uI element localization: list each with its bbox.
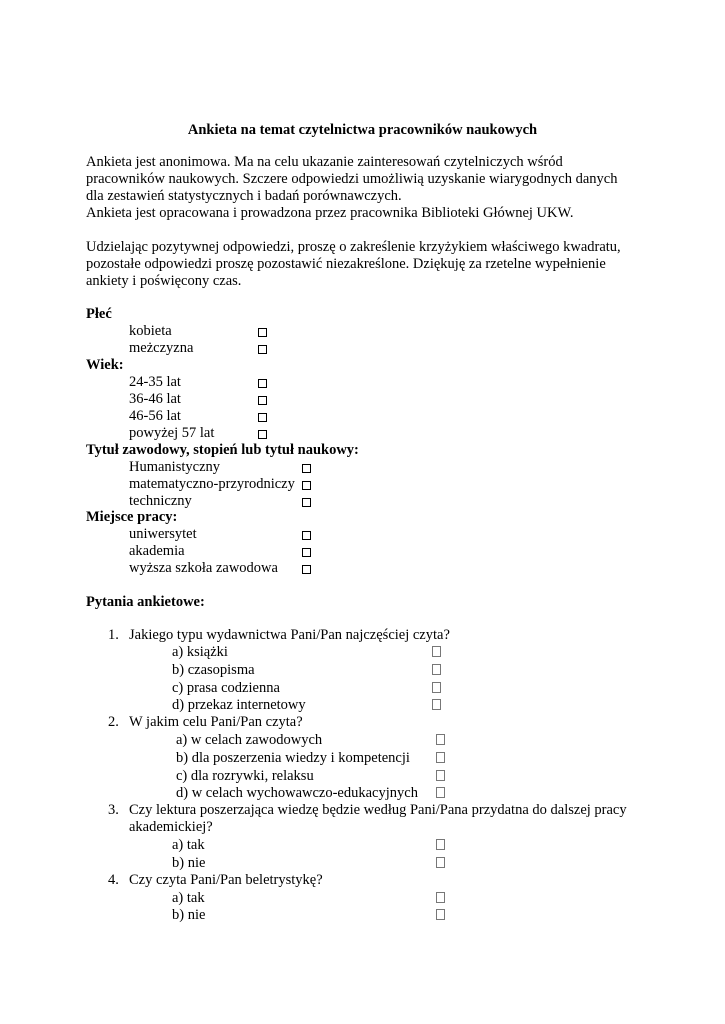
- age-option-2: 36-46 lat: [129, 391, 181, 407]
- question-4-number: 4.: [108, 872, 119, 888]
- age-3-checkbox[interactable]: [258, 413, 267, 422]
- question-2-text: W jakim celu Pani/Pan czyta?: [129, 714, 303, 730]
- gender-option-female: kobieta: [129, 323, 172, 339]
- q1-option-b-checkbox[interactable]: [432, 664, 441, 675]
- degree-option-2: matematyczno-przyrodniczy: [129, 476, 295, 492]
- intro-line-2: pracowników naukowych. Szczere odpowiedzi umożliwią uzyskanie wiarygodnych danych: [86, 171, 618, 187]
- q2-option-c: c) dla rozrywki, relaksu: [176, 768, 314, 784]
- q1-option-c-checkbox[interactable]: [432, 682, 441, 693]
- question-1-text: Jakiego typu wydawnictwa Pani/Pan najczęściej czyta?: [129, 627, 450, 643]
- q4-option-a-checkbox[interactable]: [436, 892, 445, 903]
- q3-option-a-checkbox[interactable]: [436, 839, 445, 850]
- page-title: Ankieta na temat czytelnictwa pracowników naukowych: [187, 122, 538, 138]
- workplace-2-checkbox[interactable]: [302, 548, 311, 557]
- q1-option-a-checkbox[interactable]: [432, 646, 441, 657]
- question-1-number: 1.: [108, 627, 119, 643]
- question-3-text-cont: akademickiej?: [129, 819, 213, 835]
- age-option-4: powyżej 57 lat: [129, 425, 215, 441]
- degree-1-checkbox[interactable]: [302, 464, 311, 473]
- q2-option-a-checkbox[interactable]: [436, 734, 445, 745]
- q1-option-b: b) czasopisma: [172, 662, 255, 678]
- age-option-1: 24-35 lat: [129, 374, 181, 390]
- age-1-checkbox[interactable]: [258, 379, 267, 388]
- age-option-3: 46-56 lat: [129, 408, 181, 424]
- q1-option-a: a) książki: [172, 644, 228, 660]
- q4-option-b-checkbox[interactable]: [436, 909, 445, 920]
- intro-line-4: Ankieta jest opracowana i prowadzona przez pracownika Biblioteki Głównej UKW.: [86, 205, 574, 221]
- q4-option-b: b) nie: [172, 907, 206, 923]
- intro-line-1: Ankieta jest anonimowa. Ma na celu ukazanie zainteresowań czytelniczych wśród: [86, 154, 563, 170]
- gender-male-checkbox[interactable]: [258, 345, 267, 354]
- question-3-text: Czy lektura poszerzająca wiedzę będzie według Pani/Pana przydatna do dalszej pracy: [129, 802, 627, 818]
- workplace-option-2: akademia: [129, 543, 185, 559]
- workplace-3-checkbox[interactable]: [302, 565, 311, 574]
- q4-option-a: a) tak: [172, 890, 205, 906]
- q1-option-d-checkbox[interactable]: [432, 699, 441, 710]
- gender-option-male: meżczyzna: [129, 340, 194, 356]
- questions-heading: Pytania ankietowe:: [86, 594, 205, 610]
- question-4-text: Czy czyta Pani/Pan beletrystykę?: [129, 872, 323, 888]
- degree-option-3: techniczny: [129, 493, 192, 509]
- q3-option-b: b) nie: [172, 855, 206, 871]
- degree-3-checkbox[interactable]: [302, 498, 311, 507]
- q2-option-b-checkbox[interactable]: [436, 752, 445, 763]
- q1-option-d: d) przekaz internetowy: [172, 697, 306, 713]
- q2-option-c-checkbox[interactable]: [436, 770, 445, 781]
- degree-2-checkbox[interactable]: [302, 481, 311, 490]
- degree-label: Tytuł zawodowy, stopień lub tytuł naukowy:: [86, 442, 359, 458]
- instructions-line-2: pozostałe odpowiedzi proszę pozostawić niezakreślone. Dziękuję za rzetelne wypełnienie: [86, 256, 606, 272]
- instructions-line-3: ankiety i poświęcony czas.: [86, 273, 242, 289]
- intro-line-3: dla zestawień statystycznych i badań porównawczych.: [86, 188, 402, 204]
- workplace-label: Miejsce pracy:: [86, 509, 178, 525]
- q3-option-a: a) tak: [172, 837, 205, 853]
- question-2-number: 2.: [108, 714, 119, 730]
- age-2-checkbox[interactable]: [258, 396, 267, 405]
- age-label: Wiek:: [86, 357, 124, 373]
- instructions-line-1: Udzielając pozytywnej odpowiedzi, proszę o zakreślenie krzyżykiem właściwego kwadratu,: [86, 239, 621, 255]
- age-4-checkbox[interactable]: [258, 430, 267, 439]
- q2-option-a: a) w celach zawodowych: [176, 732, 323, 748]
- workplace-1-checkbox[interactable]: [302, 531, 311, 540]
- workplace-option-3: wyższa szkoła zawodowa: [129, 560, 278, 576]
- q1-option-c: c) prasa codzienna: [172, 680, 280, 696]
- degree-option-1: Humanistyczny: [129, 459, 221, 475]
- gender-label: Płeć: [86, 306, 112, 322]
- gender-female-checkbox[interactable]: [258, 328, 267, 337]
- q2-option-d: d) w celach wychowawczo-edukacyjnych: [176, 785, 418, 801]
- q2-option-b: b) dla poszerzenia wiedzy i kompetencji: [176, 750, 410, 766]
- q3-option-b-checkbox[interactable]: [436, 857, 445, 868]
- workplace-option-1: uniwersytet: [129, 526, 197, 542]
- question-3-number: 3.: [108, 802, 119, 818]
- q2-option-d-checkbox[interactable]: [436, 787, 445, 798]
